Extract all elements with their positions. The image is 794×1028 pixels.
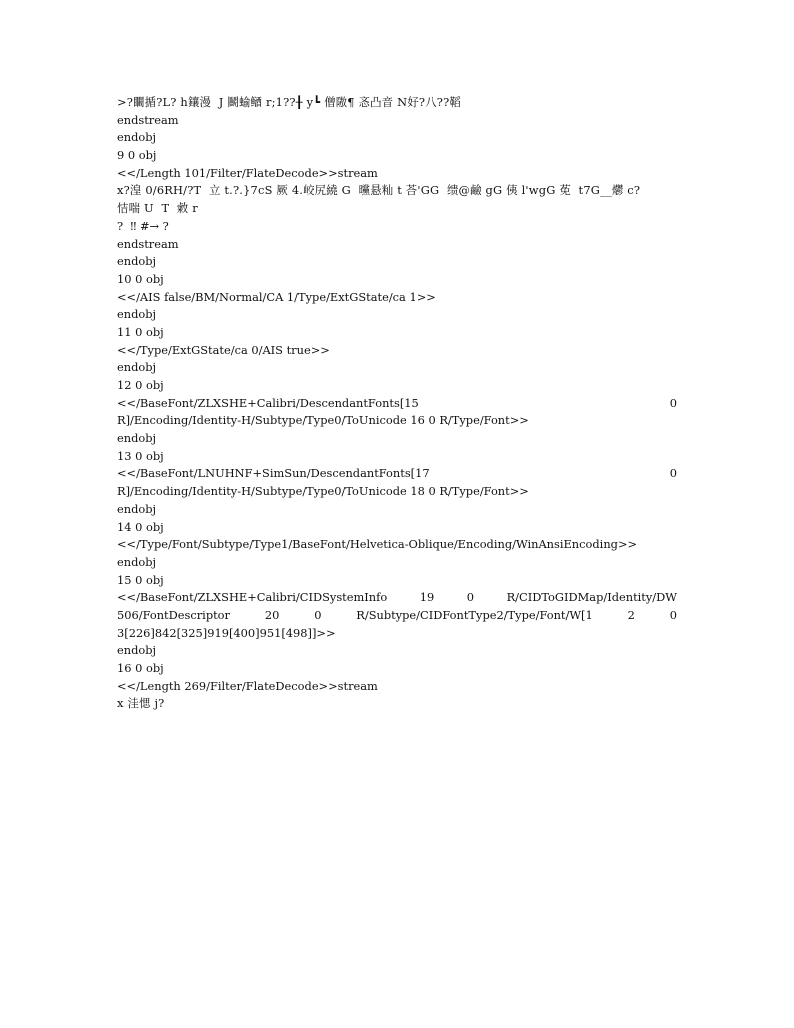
justified-line: [117, 395, 677, 413]
text-line: endobj: [117, 554, 157, 569]
text-segment: 0: [314, 607, 322, 622]
text-line: ? ‼ #→ ?: [117, 218, 169, 233]
text-line: endobj: [117, 501, 157, 516]
text-segment: <</BaseFont/ZLXSHE+Calibri/CIDSystemInfo: [117, 590, 388, 605]
text-segment: 20: [264, 607, 280, 622]
text-line: 15 0 obj: [117, 572, 164, 587]
pdf-source-text: [117, 94, 677, 713]
text-line: endobj: [117, 130, 157, 145]
text-line: >?矙揗?L? h鑲漫 J 鬭蝓䲤 r;1??╂ y┗ 僧隞¶ 忞凸音 N好?八??鞱: [117, 95, 462, 109]
text-line: endobj: [117, 431, 157, 446]
text-line: endstream: [117, 112, 179, 127]
text-segment: 2: [627, 607, 635, 622]
text-line: 12 0 obj: [117, 378, 164, 392]
text-line: <</Type/Font/Subtype/Type1/BaseFont/Helvetica-Oblique/Encoding/WinAnsiEncoding>>: [117, 537, 638, 552]
text-line: x?湟 0/6RH/?T 立 t.?.}7cS 厥 4.峧尻繞 G 曭悬籼 t 荅'GG 缋@鹼 gG 侇 l'wgG 莬 t7G__爩 c?: [117, 183, 641, 198]
text-line: endobj: [117, 307, 157, 322]
text-segment: <</BaseFont/ZLXSHE+Calibri/DescendantFonts[15: [117, 395, 419, 410]
text-segment: 0: [669, 607, 677, 622]
text-line: endstream: [117, 236, 179, 251]
text-line: R]/Encoding/Identity-H/Subtype/Type0/ToUnicode 18 0 R/Type/Font>>: [117, 484, 529, 499]
text-line: endobj: [117, 360, 157, 375]
justified-line: [117, 589, 677, 607]
text-line: 10 0 obj: [117, 271, 164, 286]
text-line: x 洼愢 j?: [117, 696, 165, 711]
text-segment: 506/FontDescriptor: [117, 607, 230, 622]
justified-line: [117, 607, 677, 625]
text-line: <</AIS false/BM/Normal/CA 1/Type/ExtGState/ca 1>>: [117, 289, 436, 304]
text-line: R]/Encoding/Identity-H/Subtype/Type0/ToUnicode 16 0 R/Type/Font>>: [117, 413, 529, 428]
text-segment: 19: [419, 590, 435, 605]
text-line: 14 0 obj: [117, 519, 164, 534]
text-segment: 0: [669, 466, 677, 481]
text-line: <</Length 269/Filter/FlateDecode>>stream: [117, 678, 378, 693]
text-segment: 0: [466, 590, 475, 605]
text-segment: R/CIDToGIDMap/Identity/DW: [506, 590, 677, 605]
text-segment: R/Subtype/CIDFontType2/Type/Font/W[1: [356, 607, 593, 622]
text-line: endobj: [117, 254, 157, 269]
text-line: endobj: [117, 643, 157, 658]
text-segment: 0: [669, 395, 677, 410]
text-line: 13 0 obj: [117, 448, 164, 463]
text-line: <</Type/ExtGState/ca 0/AIS true>>: [117, 342, 330, 357]
text-line: 9 0 obj: [117, 148, 157, 163]
text-line: 11 0 obj: [117, 324, 164, 339]
text-line: 16 0 obj: [117, 661, 164, 675]
text-line: 3[226]842[325]919[400]951[498]]>>: [117, 625, 336, 640]
justified-line: [117, 465, 677, 483]
text-line: <</Length 101/Filter/FlateDecode>>stream: [117, 165, 378, 180]
text-segment: <</BaseFont/LNUHNF+SimSun/DescendantFonts[17: [117, 466, 430, 481]
text-line: 恄喘 U T 敹 r: [117, 201, 198, 216]
